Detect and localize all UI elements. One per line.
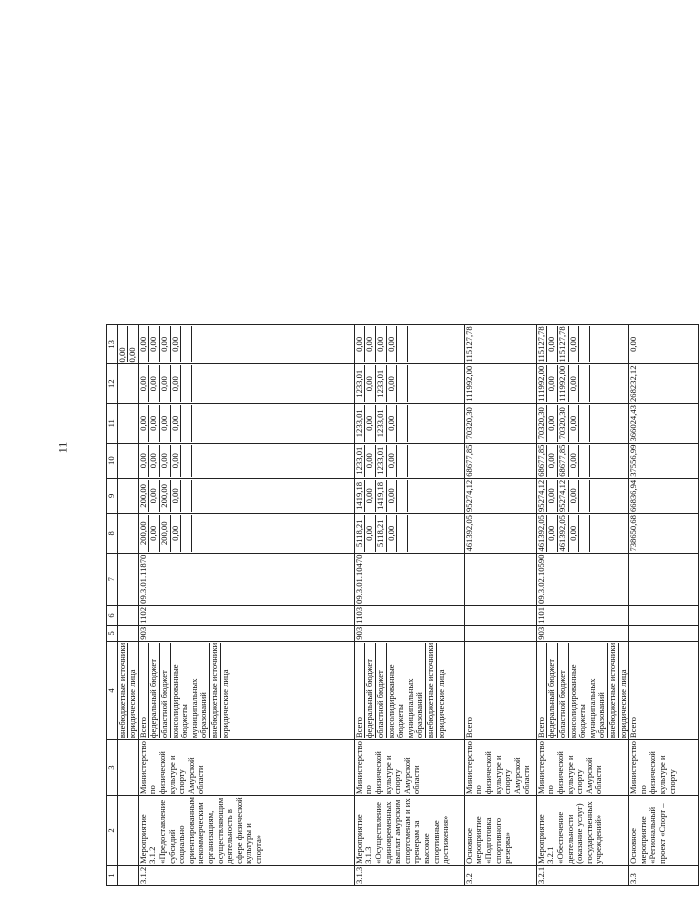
cont-cell-9	[117, 478, 138, 513]
cell-line: юридические лица	[435, 669, 446, 739]
cell-line: 268232,12	[628, 365, 639, 403]
row-executor: Министерство по физической культуре и спорту Амурской области	[354, 740, 464, 796]
page-number: 11	[55, 441, 70, 454]
cell-line: 68677,85	[463, 444, 474, 477]
cell-line: 0,00	[149, 445, 160, 477]
cell-line: 0,00	[569, 405, 580, 442]
table-body	[107, 325, 699, 886]
table-row	[138, 325, 354, 886]
cell-line: федеральный бюджет	[149, 643, 160, 738]
header-cell-3: 3	[107, 740, 118, 796]
row-value-10	[354, 443, 464, 478]
cell-line: 95274,12	[535, 479, 546, 513]
cell-line: консолидированные бюджеты муниципальных образований	[171, 643, 210, 738]
cell-line: 0,00	[547, 365, 558, 402]
cell-line: областной бюджет	[160, 643, 171, 738]
cell-line: Всего	[463, 717, 474, 739]
cell-line	[590, 515, 600, 552]
cell-line: 66836,94	[628, 479, 639, 513]
cell-line: 0,00	[139, 365, 150, 402]
header-cell-4: 4	[107, 641, 118, 739]
row-value-9	[629, 478, 699, 513]
cell-line: юридические лица	[127, 669, 138, 739]
cont-cell-1	[117, 865, 138, 885]
cont-cell-10	[117, 443, 138, 478]
cell-line: 1233,01	[376, 365, 387, 402]
row-csr: 09.3.01.10470	[354, 553, 464, 605]
row-sources	[354, 641, 464, 739]
row-value-11	[629, 404, 699, 444]
row-rzpr	[629, 605, 699, 625]
row-value-9	[138, 478, 354, 513]
cell-line: 0,00	[149, 480, 160, 512]
row-grbs: 903	[354, 625, 464, 641]
row-value-8	[536, 514, 628, 554]
cell-line: 37556,99	[628, 444, 639, 477]
cell-line: 0,00	[365, 326, 376, 362]
continuation-row	[117, 325, 138, 886]
row-value-8	[354, 514, 464, 554]
row-value-13	[354, 325, 464, 364]
cell-line: 0,00	[569, 365, 580, 402]
cell-line: 0,00	[569, 515, 580, 552]
row-grbs	[629, 625, 699, 641]
cell-line: 111992,00	[535, 365, 546, 402]
cell-line: 0,00	[376, 326, 387, 362]
cell-line: 70320,30	[463, 407, 474, 440]
cont-cell-11	[117, 404, 138, 444]
cell-line: 68677,85	[556, 444, 567, 477]
cell-line: 115127,78	[535, 326, 546, 363]
cell-line: 200,00	[160, 480, 171, 512]
row-value-13	[629, 325, 699, 364]
cell-line: 1233,01	[355, 445, 366, 477]
cell-line: 738650,68	[628, 515, 639, 552]
cell-line: 95274,12	[556, 479, 567, 513]
cell-line: 1233,01	[376, 405, 387, 442]
row-number: 3.2.1	[536, 865, 628, 885]
row-rzpr: 1102	[138, 605, 354, 625]
rotated-page	[106, 324, 699, 886]
row-value-12	[536, 364, 628, 404]
cell-line: 1233,01	[376, 445, 387, 477]
header-cell-11: 11	[107, 404, 118, 444]
cell-line	[408, 515, 418, 552]
cell-line: Всего	[628, 717, 639, 739]
cell-line: 0,00	[569, 326, 580, 362]
row-sources	[138, 641, 354, 739]
cell-line	[192, 445, 202, 477]
cell-line: 0,00	[547, 326, 558, 362]
row-name: Основное мероприятие «Региональный проект «Спорт –	[629, 796, 699, 866]
cell-line: 0,00	[139, 405, 150, 442]
cell-line: 0,00	[365, 405, 376, 442]
cell-line	[590, 480, 600, 512]
cell-line: 0,00	[171, 480, 182, 512]
cont-cell-12	[117, 364, 138, 404]
cell-line: 70320,30	[558, 405, 569, 442]
row-value-12	[138, 364, 354, 404]
cell-line: 1419,18	[355, 480, 366, 512]
cell-line: 0,00	[547, 445, 558, 477]
cell-line: 0,00	[160, 445, 171, 477]
cell-line: 0,00	[171, 445, 182, 477]
cell-line: 0,00	[160, 365, 171, 402]
row-value-11	[138, 404, 354, 444]
header-cell-8: 8	[107, 514, 118, 554]
cell-line: 0,00	[149, 405, 160, 442]
cell-line: 0,00	[160, 405, 171, 442]
row-value-9	[464, 478, 536, 513]
header-row	[107, 325, 118, 886]
cell-line: 0,00	[387, 405, 398, 442]
row-csr	[629, 553, 699, 605]
header-cell-10: 10	[107, 443, 118, 478]
row-value-12	[629, 364, 699, 404]
header-cell-13: 13	[107, 325, 118, 364]
cell-line: 200,00	[139, 480, 150, 512]
cell-line	[590, 365, 600, 402]
row-csr: 09.3.01.11870	[138, 553, 354, 605]
cell-line: 0,00	[118, 326, 129, 362]
cell-line: 0,00	[127, 347, 138, 363]
row-value-11	[536, 404, 628, 444]
row-number: 3.3	[629, 865, 699, 885]
row-value-13	[464, 325, 536, 364]
row-sources	[464, 641, 536, 739]
cell-line: 0,00	[365, 365, 376, 402]
cont-cell-8	[117, 514, 138, 554]
cell-line: 115127,78	[463, 326, 474, 363]
cell-line: 0,00	[628, 336, 639, 352]
row-rzpr: 1101	[536, 605, 628, 625]
cell-line: 115127,78	[556, 326, 567, 363]
row-number: 3.2	[464, 865, 536, 885]
cell-line	[408, 365, 418, 402]
cell-line: 0,00	[387, 445, 398, 477]
cell-line: 461392,05	[556, 515, 567, 552]
row-csr	[464, 553, 536, 605]
cell-line: 0,00	[139, 445, 150, 477]
cell-line: 0,00	[547, 480, 558, 512]
cell-line: 0,00	[387, 515, 398, 552]
table-row	[354, 325, 464, 886]
cell-line: 200,00	[139, 515, 150, 552]
cell-line: 0,00	[171, 365, 182, 402]
cell-line: консолидированные бюджеты муниципальных образований	[569, 643, 608, 738]
row-value-8	[138, 514, 354, 554]
row-value-10	[464, 443, 536, 478]
row-number: 3.1.3	[354, 865, 464, 885]
cell-line: 0,00	[171, 326, 182, 362]
cont-cell-7	[117, 553, 138, 605]
cell-line	[192, 480, 202, 512]
cont-cell-6	[117, 605, 138, 625]
cell-line: областной бюджет	[558, 643, 569, 738]
cell-line	[192, 405, 202, 442]
cell-line: 0,00	[171, 405, 182, 442]
header-cell-1: 1	[107, 865, 118, 885]
cell-line: 461392,05	[535, 515, 546, 552]
row-value-13	[138, 325, 354, 364]
cell-line: 5118,21	[376, 515, 387, 552]
cell-line: 0,00	[365, 515, 376, 552]
cell-line: 70320,30	[537, 405, 548, 442]
cell-line	[192, 515, 202, 552]
row-grbs	[464, 625, 536, 641]
row-executor: Министерство по физической культуре и спорту Амурской области	[536, 740, 628, 796]
cell-line: 0,00	[355, 326, 366, 362]
cell-line: федеральный бюджет	[365, 643, 376, 738]
cell-line: 0,00	[149, 515, 160, 552]
cell-line	[590, 326, 600, 362]
cont-sources	[117, 641, 138, 739]
row-name: Основное мероприятие «Подготовка спортивного резерва»	[464, 796, 536, 866]
cell-line: 0,00	[149, 365, 160, 402]
row-value-9	[354, 478, 464, 513]
cell-line: 0,00	[387, 365, 398, 402]
row-value-8	[464, 514, 536, 554]
cell-line	[408, 445, 418, 477]
cell-line	[408, 405, 418, 442]
row-executor: Министерство по физической культуре и спорту Амурской области	[138, 740, 354, 796]
cell-line: 0,00	[171, 515, 182, 552]
row-sources	[629, 641, 699, 739]
cell-line: 0,00	[365, 445, 376, 477]
cell-line: Всего	[537, 643, 548, 738]
row-value-12	[464, 364, 536, 404]
cell-line: 0,00	[569, 480, 580, 512]
cell-line: 1233,01	[355, 365, 366, 402]
cell-line	[192, 365, 202, 402]
cell-line: областной бюджет	[376, 643, 387, 738]
cont-cell-13	[117, 325, 138, 364]
cell-line: внебюджетные источники	[208, 642, 219, 739]
cell-line: 0,00	[149, 326, 160, 362]
cell-line: внебюджетные источники	[116, 642, 127, 739]
cell-line: 0,00	[569, 445, 580, 477]
cell-line: 68677,85	[535, 444, 546, 477]
row-value-10	[536, 443, 628, 478]
cell-line: 95274,12	[463, 479, 474, 513]
cell-line: 0,00	[547, 405, 558, 442]
row-executor: Министерство по физической культуре и спорту	[629, 740, 699, 796]
header-cell-5: 5	[107, 625, 118, 641]
cell-line: 0,00	[365, 480, 376, 512]
cell-line: 366024,43	[628, 405, 639, 442]
header-cell-2: 2	[107, 796, 118, 866]
row-executor: Министерство по физической культуре и спорту Амурской области	[464, 740, 536, 796]
cont-cell-3	[117, 740, 138, 796]
cont-cell-5	[117, 625, 138, 641]
cell-line: юридические лица	[617, 669, 628, 739]
row-name: Мероприятие 3.1.2 «Предоставление субсидий социально ориентированным некоммерческим организациям, осуществляющим деятельность в сфере физической культуры и спорта»	[138, 796, 354, 866]
cell-line: 0,00	[160, 326, 171, 362]
row-value-10	[138, 443, 354, 478]
cell-line: 5118,21	[355, 515, 366, 552]
cell-line: федеральный бюджет	[547, 643, 558, 738]
row-csr: 09.3.02.10590	[536, 553, 628, 605]
table-row	[629, 325, 699, 886]
budget-table	[106, 324, 699, 886]
header-cell-9: 9	[107, 478, 118, 513]
cell-line: консолидированные бюджеты муниципальных образований	[387, 643, 426, 738]
cell-line: 0,00	[387, 480, 398, 512]
row-name: Мероприятие 3.2.1 «Обеспечение деятельности (оказание услуг) государственных учреждений»	[536, 796, 628, 866]
cell-line: 111992,00	[556, 365, 567, 402]
row-number: 3.1.2	[138, 865, 354, 885]
cell-line	[590, 445, 600, 477]
cell-line: Всего	[355, 643, 366, 738]
cell-line	[192, 326, 202, 362]
cell-line: 461392,05	[463, 515, 474, 552]
cell-line: внебюджетные источники	[606, 642, 617, 739]
row-name: Мероприятие 3.1.3 «Осуществление единовременных выплат амурским спортсменам и их тренерам за высокие спортивные достижения»	[354, 796, 464, 866]
cell-line	[408, 480, 418, 512]
cell-line: 0,00	[139, 326, 150, 362]
cont-cell-2	[117, 796, 138, 866]
row-value-11	[354, 404, 464, 444]
cell-line: 1419,18	[376, 480, 387, 512]
row-sources	[536, 641, 628, 739]
row-rzpr	[464, 605, 536, 625]
header-cell-6: 6	[107, 605, 118, 625]
row-grbs: 903	[138, 625, 354, 641]
cell-line: 0,00	[547, 515, 558, 552]
row-value-9	[536, 478, 628, 513]
header-cell-7: 7	[107, 553, 118, 605]
header-cell-12: 12	[107, 364, 118, 404]
cell-line: 200,00	[160, 515, 171, 552]
cell-line: юридические лица	[219, 669, 230, 739]
row-value-12	[354, 364, 464, 404]
cell-line: 1233,01	[355, 405, 366, 442]
cell-line	[408, 326, 418, 362]
row-value-11	[464, 404, 536, 444]
cell-line: 0,00	[387, 326, 398, 362]
cell-line	[590, 405, 600, 442]
cell-line: Всего	[139, 643, 150, 738]
row-rzpr: 1103	[354, 605, 464, 625]
row-value-8	[629, 514, 699, 554]
cell-line: внебюджетные источники	[424, 642, 435, 739]
row-value-13	[536, 325, 628, 364]
table-row	[536, 325, 628, 886]
row-grbs: 903	[536, 625, 628, 641]
cell-line: 111992,00	[463, 365, 474, 402]
table-row	[464, 325, 536, 886]
row-value-10	[629, 443, 699, 478]
